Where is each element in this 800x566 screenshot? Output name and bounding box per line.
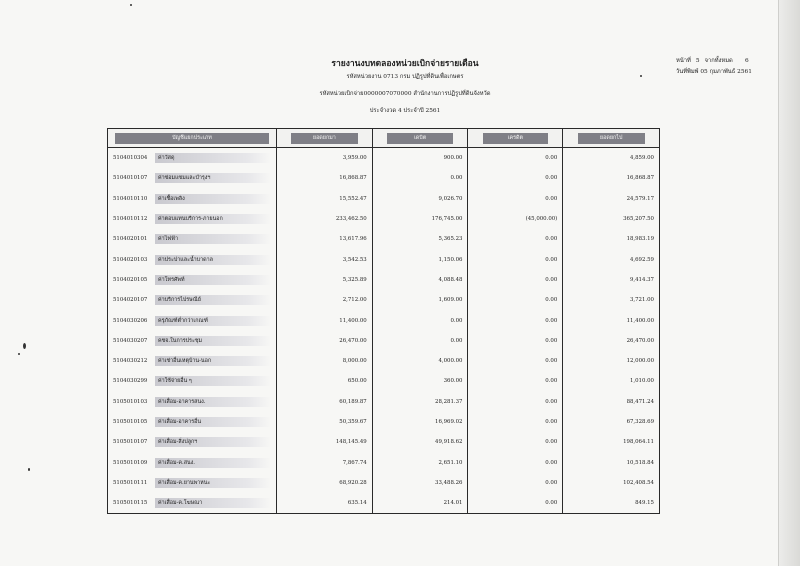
debit-amount: 2,651.10 <box>372 452 468 472</box>
account-code: 5104020101 <box>113 236 148 243</box>
closing-balance: 24,579.17 <box>563 189 660 209</box>
table-header-row <box>108 129 660 148</box>
closing-balance: 9,414.37 <box>563 270 660 290</box>
account-code: 5105010111 <box>113 479 148 486</box>
opening-balance: 5,325.89 <box>277 270 373 290</box>
account-cell <box>108 310 277 330</box>
credit-amount: 0.00 <box>468 412 563 432</box>
table-row <box>108 371 660 391</box>
opening-balance: 635.14 <box>277 493 373 514</box>
account-name: คชจ.ในการประชุม <box>155 336 271 346</box>
scan-speck <box>28 468 30 471</box>
header-debit-label: เดบิต <box>387 133 453 144</box>
table-row <box>108 473 660 493</box>
header-closing <box>563 129 660 148</box>
table-row <box>108 249 660 269</box>
account-cell <box>108 412 277 432</box>
credit-amount: 0.00 <box>468 351 563 371</box>
table-row <box>108 168 660 188</box>
debit-amount: 49,918.62 <box>372 432 468 452</box>
closing-balance: 18,983.19 <box>563 229 660 249</box>
account-code: 5104010304 <box>113 155 148 162</box>
table-row <box>108 209 660 229</box>
account-name: ค่าตอบแทนบริการ-ภายนอก <box>155 214 271 224</box>
opening-balance: 233,462.50 <box>277 209 373 229</box>
agency-line: รหัสหน่วยงาน 0713 กรม ปฏิรูปที่ดินเพื่อเกษตร <box>346 74 464 80</box>
scan-speck <box>640 75 642 77</box>
opening-balance: 3,959.00 <box>277 148 373 169</box>
account-name: ค่าบริการไปรษณีย์ <box>155 295 271 305</box>
account-name: ค่าเสื่อม-อาคารอื่น <box>155 417 271 427</box>
account-code: 5105010109 <box>113 459 148 466</box>
account-cell <box>108 351 277 371</box>
account-cell <box>108 331 277 351</box>
account-code: 5104020105 <box>113 276 148 283</box>
opening-balance: 11,400.00 <box>277 310 373 330</box>
debit-amount: 214.01 <box>372 493 468 514</box>
account-cell <box>108 432 277 452</box>
account-cell <box>108 452 277 472</box>
account-code: 5104010112 <box>113 216 148 223</box>
table-row <box>108 412 660 432</box>
debit-amount: 0.00 <box>372 310 468 330</box>
account-name: ค่าเช่าอื่นเหตุบ้าน-นอก <box>155 356 271 366</box>
account-name: ค่าไฟฟ้า <box>155 234 271 244</box>
disbursement-unit-line: รหัสหน่วยเบิกจ่าย0000007070000 สำนักงานการปฏิรูปที่ดินจังหวัด <box>319 91 491 97</box>
scan-speck <box>18 353 20 355</box>
closing-balance: 26,470.00 <box>563 331 660 351</box>
opening-balance: 16,868.87 <box>277 168 373 188</box>
account-cell <box>108 229 277 249</box>
print-date: 05 กุมภาพันธ์ 2561 <box>700 69 752 75</box>
opening-balance: 7,867.74 <box>277 452 373 472</box>
closing-balance: 4,692.59 <box>563 249 660 269</box>
opening-balance: 15,552.47 <box>277 189 373 209</box>
account-name: ค่าเสื่อม-อาคารสนง. <box>155 397 271 407</box>
account-cell <box>108 290 277 310</box>
debit-amount: 5,365.23 <box>372 229 468 249</box>
account-cell <box>108 189 277 209</box>
account-name: ค่าซ่อมแซมและบำรุงฯ <box>155 173 271 183</box>
credit-amount: (45,000.00) <box>468 209 563 229</box>
account-code: 5104030206 <box>113 317 148 324</box>
account-cell <box>108 168 277 188</box>
print-date-label: วันที่พิมพ์ <box>676 69 699 75</box>
account-code: 5104030212 <box>113 358 148 365</box>
page-label: หน้าที่ <box>676 58 691 64</box>
scan-speck <box>130 4 132 6</box>
opening-balance: 650.00 <box>277 371 373 391</box>
debit-amount: 4,088.48 <box>372 270 468 290</box>
debit-amount: 33,488.26 <box>372 473 468 493</box>
account-code: 5104030299 <box>113 378 148 385</box>
debit-amount: 900.00 <box>372 148 468 169</box>
account-code: 5104020107 <box>113 297 148 304</box>
account-code: 5104010107 <box>113 175 148 182</box>
credit-amount: 0.00 <box>468 270 563 290</box>
opening-balance: 68,920.28 <box>277 473 373 493</box>
credit-amount: 0.00 <box>468 432 563 452</box>
closing-balance: 67,328.69 <box>563 412 660 432</box>
table-row <box>108 270 660 290</box>
account-code: 5104020103 <box>113 256 148 263</box>
account-name: ค่าเสื่อม-ค.ยานพาหนะ <box>155 478 271 488</box>
account-cell <box>108 493 277 514</box>
debit-amount: 176,745.00 <box>372 209 468 229</box>
debit-amount: 0.00 <box>372 168 468 188</box>
account-name: ค่าประปาและน้ำบาดาล <box>155 255 271 265</box>
opening-balance: 148,145.49 <box>277 432 373 452</box>
print-date-line <box>676 67 752 78</box>
credit-amount: 0.00 <box>468 148 563 169</box>
header-debit <box>372 129 468 148</box>
credit-amount: 0.00 <box>468 493 563 514</box>
account-code: 5105010105 <box>113 419 148 425</box>
table-row <box>108 331 660 351</box>
closing-balance: 102,408.54 <box>563 473 660 493</box>
total-pages: 6 <box>744 58 749 64</box>
debit-amount: 16,969.02 <box>372 412 468 432</box>
scan-speck <box>23 343 26 349</box>
credit-amount: 0.00 <box>468 229 563 249</box>
table-row <box>108 351 660 371</box>
header-credit <box>468 129 563 148</box>
table-row <box>108 310 660 330</box>
debit-amount: 0.00 <box>372 331 468 351</box>
debit-amount: 1,609.00 <box>372 290 468 310</box>
credit-amount: 0.00 <box>468 310 563 330</box>
period-line: ประจำงวด 4 ประจำปี 2561 <box>369 108 441 114</box>
closing-balance: 849.15 <box>563 493 660 514</box>
table-row <box>108 148 660 169</box>
trial-balance-table <box>107 128 660 514</box>
closing-balance: 12,000.00 <box>563 351 660 371</box>
account-code: 5104010110 <box>113 195 148 202</box>
credit-amount: 0.00 <box>468 473 563 493</box>
account-name: ค่าวัสดุ <box>155 153 271 163</box>
credit-amount: 0.00 <box>468 168 563 188</box>
header-closing-label: ยอดยกไป <box>578 133 645 144</box>
debit-amount: 9,026.70 <box>372 189 468 209</box>
debit-amount: 360.00 <box>372 371 468 391</box>
table-row <box>108 290 660 310</box>
debit-amount: 28,281.37 <box>372 392 468 412</box>
closing-balance: 10,518.84 <box>563 452 660 472</box>
table-row <box>108 493 660 514</box>
debit-amount: 4,000.00 <box>372 351 468 371</box>
closing-balance: 4,859.00 <box>563 148 660 169</box>
table-row <box>108 392 660 412</box>
opening-balance: 13,617.96 <box>277 229 373 249</box>
header-opening-label: ยอดยกมา <box>291 133 357 144</box>
closing-balance: 198,064.11 <box>563 432 660 452</box>
account-name: ค่าเสื่อม-ค.โฆษณา <box>155 498 271 508</box>
account-code: 5105010103 <box>113 398 148 405</box>
account-cell <box>108 209 277 229</box>
table-row <box>108 189 660 209</box>
account-cell <box>108 371 277 391</box>
page-number-line <box>676 56 752 67</box>
account-name: ครุภัณฑ์ต่ำกว่าเกณฑ์ <box>155 316 271 326</box>
account-name: ค่าโทรศัพท์ <box>155 275 271 285</box>
table-row <box>108 229 660 249</box>
page-number: 5 <box>695 58 700 64</box>
account-code: 5104030207 <box>113 337 148 344</box>
account-cell <box>108 249 277 269</box>
credit-amount: 0.00 <box>468 331 563 351</box>
header-opening <box>277 129 373 148</box>
credit-amount: 0.00 <box>468 371 563 391</box>
page-edge-shadow <box>778 0 800 566</box>
table-row <box>108 432 660 452</box>
account-code: 5105010115 <box>113 500 148 507</box>
opening-balance: 60,189.87 <box>277 392 373 412</box>
closing-balance: 1,010.00 <box>563 371 660 391</box>
opening-balance: 3,542.53 <box>277 249 373 269</box>
debit-amount: 1,150.06 <box>372 249 468 269</box>
account-cell <box>108 148 277 169</box>
closing-balance: 365,207.50 <box>563 209 660 229</box>
account-name: ค่าใช้จ่ายอื่น ๆ <box>155 376 271 386</box>
page-info <box>676 56 752 78</box>
opening-balance: 26,470.00 <box>277 331 373 351</box>
credit-amount: 0.00 <box>468 290 563 310</box>
header-account-label: บัญชีแยกประเภท <box>115 133 270 144</box>
account-cell <box>108 392 277 412</box>
closing-balance: 11,400.00 <box>563 310 660 330</box>
account-name: ค่าเสื่อม-ค.สนง. <box>155 458 271 468</box>
closing-balance: 3,721.00 <box>563 290 660 310</box>
opening-balance: 2,712.00 <box>277 290 373 310</box>
opening-balance: 50,359.67 <box>277 412 373 432</box>
closing-balance: 88,471.24 <box>563 392 660 412</box>
total-label: จากทั้งหมด <box>704 58 733 64</box>
header-credit-label: เครดิต <box>483 133 549 144</box>
credit-amount: 0.00 <box>468 189 563 209</box>
credit-amount: 0.00 <box>468 249 563 269</box>
table-row <box>108 452 660 472</box>
header-account <box>108 129 277 148</box>
account-cell <box>108 270 277 290</box>
account-name: ค่าเชื้อเพลิง <box>155 194 271 204</box>
credit-amount: 0.00 <box>468 392 563 412</box>
report-title: รายงานงบทดลองหน่วยเบิกจ่ายรายเดือน <box>331 59 479 69</box>
account-name: ค่าเสื่อม-สิ่งปลูกฯ <box>155 437 271 447</box>
closing-balance: 16,868.87 <box>563 168 660 188</box>
opening-balance: 8,000.00 <box>277 351 373 371</box>
account-code: 5105010107 <box>113 439 148 446</box>
credit-amount: 0.00 <box>468 452 563 472</box>
account-cell <box>108 473 277 493</box>
